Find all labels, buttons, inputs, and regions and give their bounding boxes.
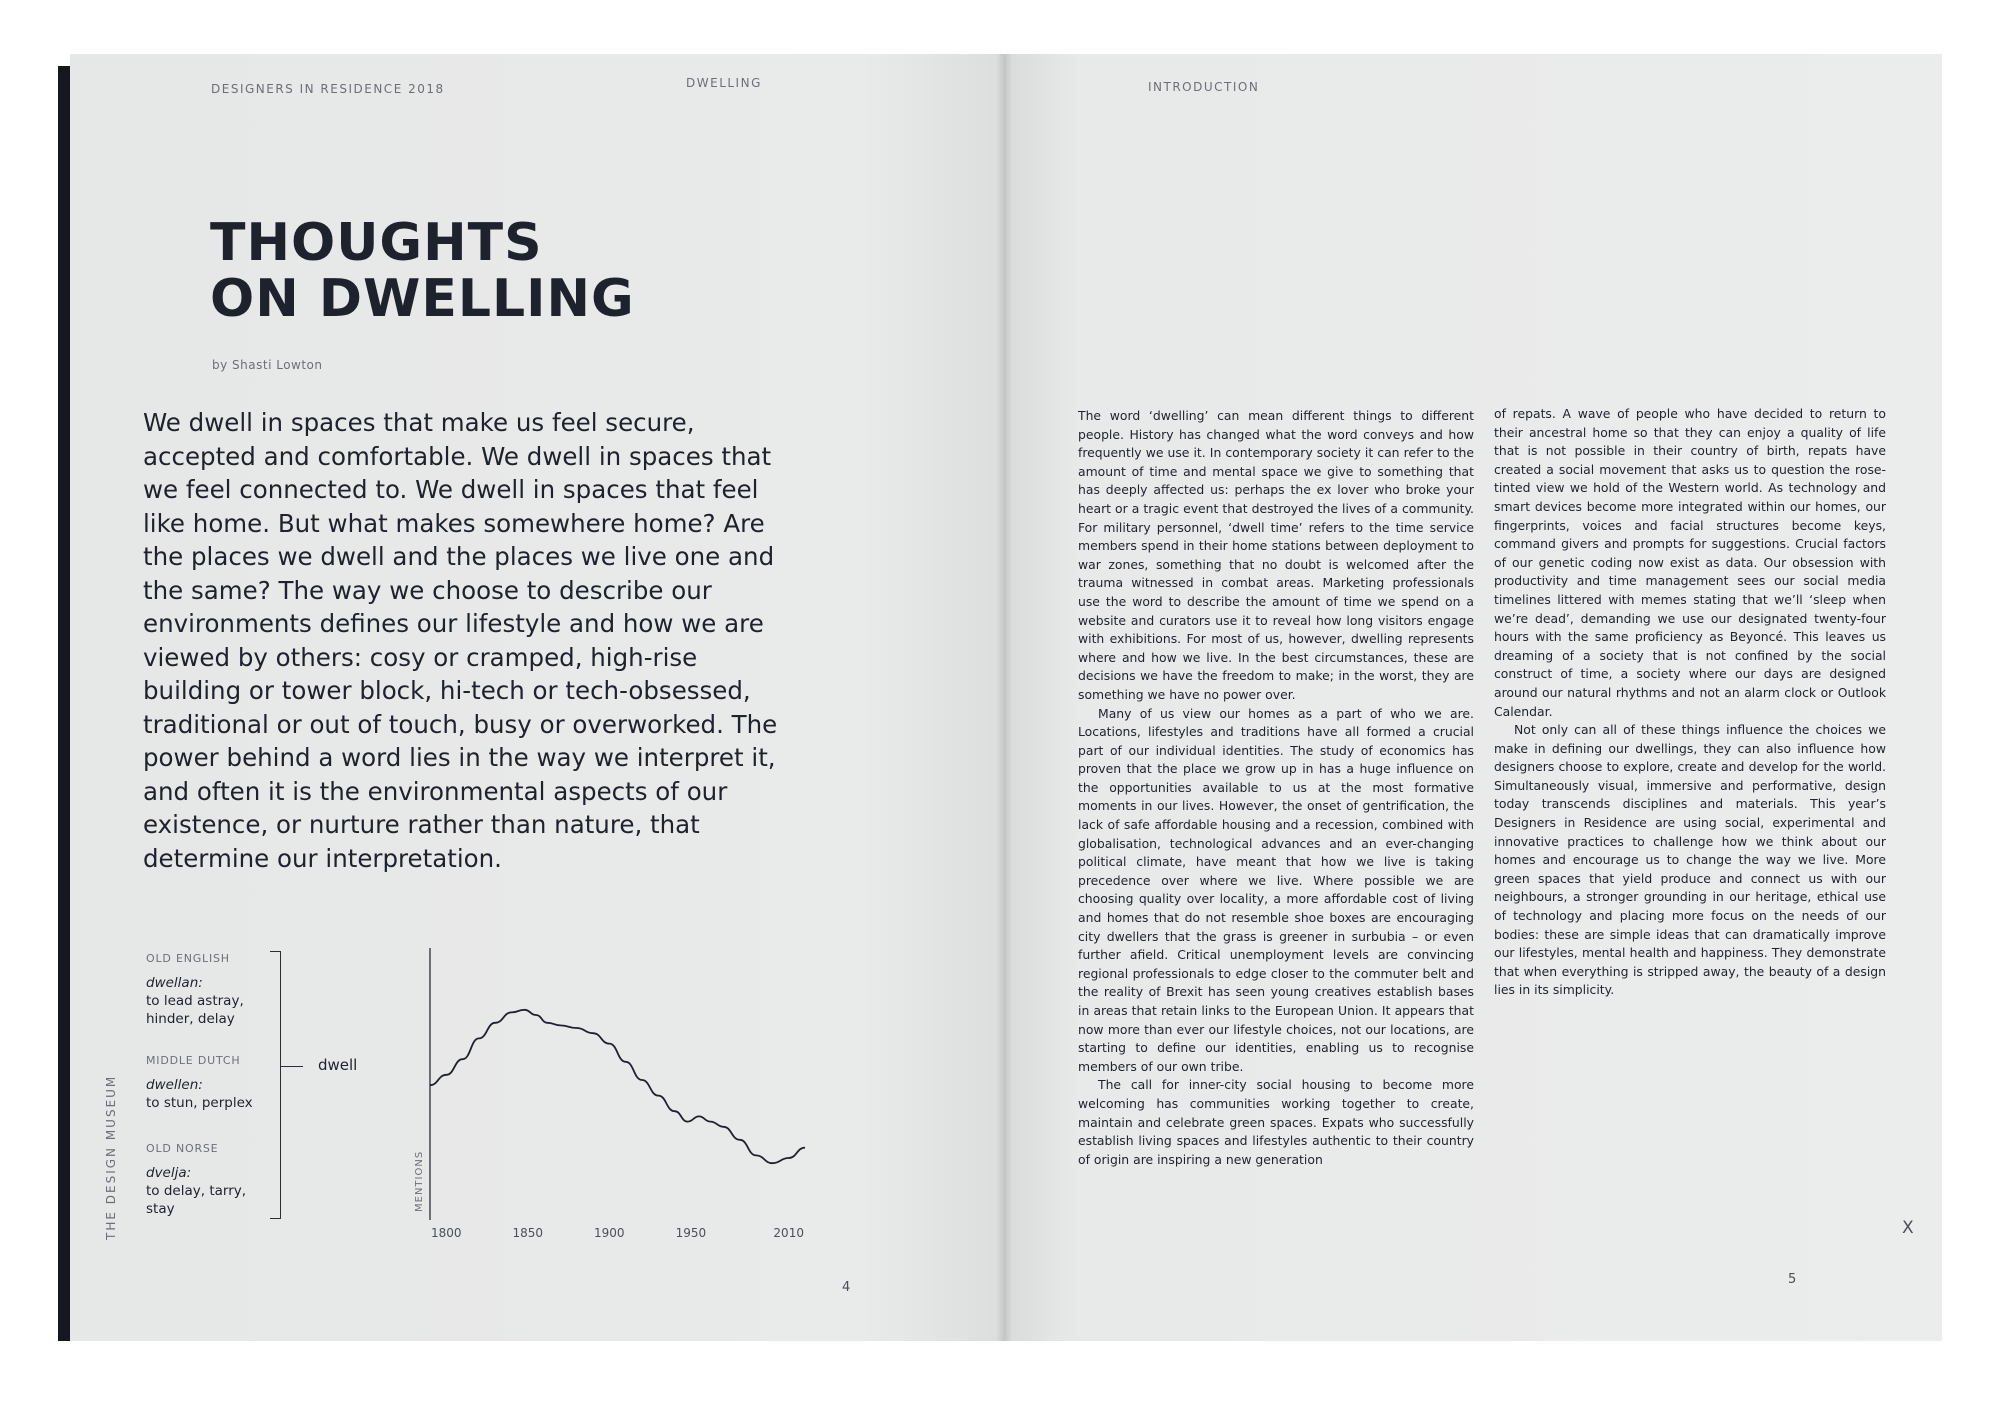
chart-x-tick-label: 1850 bbox=[512, 1226, 544, 1240]
title-line-1: THOUGHTS bbox=[210, 213, 543, 273]
museum-vertical-label: THE DESIGN MUSEUM bbox=[104, 1074, 118, 1240]
etymology-result-word: dwell bbox=[318, 1056, 358, 1074]
chart-y-axis-label: MENTIONS bbox=[414, 1150, 425, 1212]
etymology-gloss: stay bbox=[146, 1201, 175, 1217]
etymology-word: dwellen: bbox=[146, 1077, 203, 1093]
etymology-middle-dutch bbox=[146, 1052, 253, 1112]
body-paragraph: The word ‘dwelling’ can mean different things to different people. History has changed what the word conveys and how frequently we use it. In contemporary society it can refer to the amount of time and mental space we give to something that has deeply affected us: perhaps the ex lover who broke your heart or a tragic event that destroyed the lives of a community. For military personnel, ‘dwell time’ refers to the time service members spend in their home stations between deployment to war zones, something that no doubt is welcomed after the trauma witnessed in combat areas. Marketing professionals use the word to describe the amount of time we spend on a website and curators use it to reveal how long visitors engage with exhibitions. For most of us, however, dwelling represents where and how we live. In the best circumstances, these are decisions we have the freedom to make; in the worst, they are something we have no power over. bbox=[1078, 408, 1474, 702]
lead-paragraph: We dwell in spaces that make us feel secure, accepted and comfortable. We dwell in spaces that we feel connected to. We dwell in spaces that feel like home. But what makes somewhere home? Are the places we dwell and the places we live one and the same? The way we choose to describe our environments defines our lifestyle and how we are viewed by others: cosy or cramped, high-rise building or tower block, hi-tech or tech-obsessed, traditional or out of touch, busy or overworked. The power behind a word lies in the way we interpret it, and often it is the environmental aspects of our existence, or nurture rather than nature, that determine our interpretation. bbox=[143, 408, 778, 873]
body-paragraph: Many of us view our homes as a part of who we are. Locations, lifestyles and traditions have all formed a crucial part of our individual identities. The study of economics has proven that the place we grow up in has a huge influence on the opportunities available to us at the most formative moments in our lives. However, the onset of gentrification, the lack of safe affordable housing and a recession, combined with globalisation, technological advances and an ever-changing political climate, have meant that how we live is taking precedence over where we live. Where possible we are choosing quality over locality, a more affordable cost of living and homes that do not resemble shoe boxes are encouraging city dwellers that the grass is greener in surbubia – or even further afield. Critical unemployment levels are convincing regional professionals to edge closer to the commuter belt and the reality of Brexit has seen young creatives establish bases in areas that retain links to the European Union. It appears that now more than ever our lifestyle choices, not our locations, are starting to define our identities, enabling us to recognise members of our own tribe. bbox=[1078, 705, 1474, 1074]
etymology-gloss: to lead astray, bbox=[146, 993, 244, 1009]
body-column-1 bbox=[1078, 407, 1474, 1169]
chart-x-ticks bbox=[431, 1226, 804, 1240]
etymology-gloss: to stun, perplex bbox=[146, 1095, 253, 1111]
body-column-2 bbox=[1494, 405, 1886, 1000]
byline: by Shasti Lowton bbox=[212, 358, 323, 372]
chart-series-line bbox=[430, 1010, 805, 1163]
etymology-old-norse bbox=[146, 1140, 246, 1218]
page-number-right: 5 bbox=[1788, 1272, 1797, 1287]
etymology-old-english bbox=[146, 950, 244, 1028]
end-mark: X bbox=[1902, 1218, 1914, 1238]
body-paragraph: of repats. A wave of people who have decided to return to their ancestral home so that they can enjoy a quality of life that is not possible in their country of birth, repats have created a social movement that asks us to question the rose-tinted view we hold of the Western world. As technology and smart devices become more integrated within our homes, our fingerprints, voices and facial structures become keys, command givers and prompts for suggestions. Crucial factors of our genetic coding now exist as data. Our obsession with productivity and time management sees our social media timelines littered with memes stating that we’ll ‘sleep when we’re dead’, demanding we use our designated twenty-four hours with the same proficiency as Beyoncé. This leaves us dreaming of a society that is not confined by the social construct of time, a society where our days are designed around our natural rhythms and not an alarm clock or Outlook Calendar. bbox=[1494, 406, 1886, 719]
chart-x-tick-label: 2010 bbox=[773, 1226, 804, 1240]
chart-x-tick-label: 1950 bbox=[675, 1226, 707, 1240]
etymology-language: OLD NORSE bbox=[146, 1142, 219, 1155]
etymology-bracket-tick bbox=[281, 1066, 303, 1067]
etymology-word: dvelja: bbox=[146, 1165, 192, 1181]
etymology-bracket bbox=[270, 951, 281, 1219]
mentions-line-chart bbox=[400, 940, 820, 1250]
page-number-left: 4 bbox=[842, 1280, 851, 1295]
etymology-language: MIDDLE DUTCH bbox=[146, 1054, 241, 1067]
chart-x-tick-label: 1900 bbox=[594, 1226, 625, 1240]
title-line-2: ON DWELLING bbox=[210, 269, 635, 329]
etymology-gloss: hinder, delay bbox=[146, 1011, 235, 1027]
chart-x-tick-label: 1800 bbox=[431, 1226, 462, 1240]
book-cover-edge bbox=[58, 66, 70, 1341]
book-gutter bbox=[996, 54, 1012, 1341]
body-paragraph: The call for inner-city social housing to become more welcoming has communities working together to create, maintain and celebrate green spaces. Expats who successfully establish living spaces and lifestyles authentic to their country of origin are inspiring a new generation bbox=[1078, 1077, 1474, 1167]
body-paragraph: Not only can all of these things influence the choices we make in defining our dwellings, they can also influence how designers choose to explore, create and develop for the world. Simultaneously visual, immersive and performative, design today transcends disciplines and materials. This year’s Designers in Residence are using social, experimental and innovative practices to challenge how we think about our homes and encourage us to change the way we live. More green spaces that yield produce and connect us with our neighbours, a stronger grounding in our heritage, ethical use of technology and placing more focus on the needs of our bodies: these are simple ideas that can dramatically improve our lifestyles, mental health and happiness. They demonstrate that when everything is stripped away, the beauty of a design lies in its simplicity. bbox=[1494, 722, 1886, 998]
running-header-left: DESIGNERS IN RESIDENCE 2018 bbox=[211, 82, 445, 96]
running-header-right: INTRODUCTION bbox=[1148, 80, 1260, 94]
etymology-gloss: to delay, tarry, bbox=[146, 1183, 247, 1199]
article-title bbox=[210, 215, 635, 327]
etymology-language: OLD ENGLISH bbox=[146, 952, 230, 965]
etymology-word: dwellan: bbox=[146, 975, 203, 991]
running-header-center: DWELLING bbox=[686, 76, 762, 90]
